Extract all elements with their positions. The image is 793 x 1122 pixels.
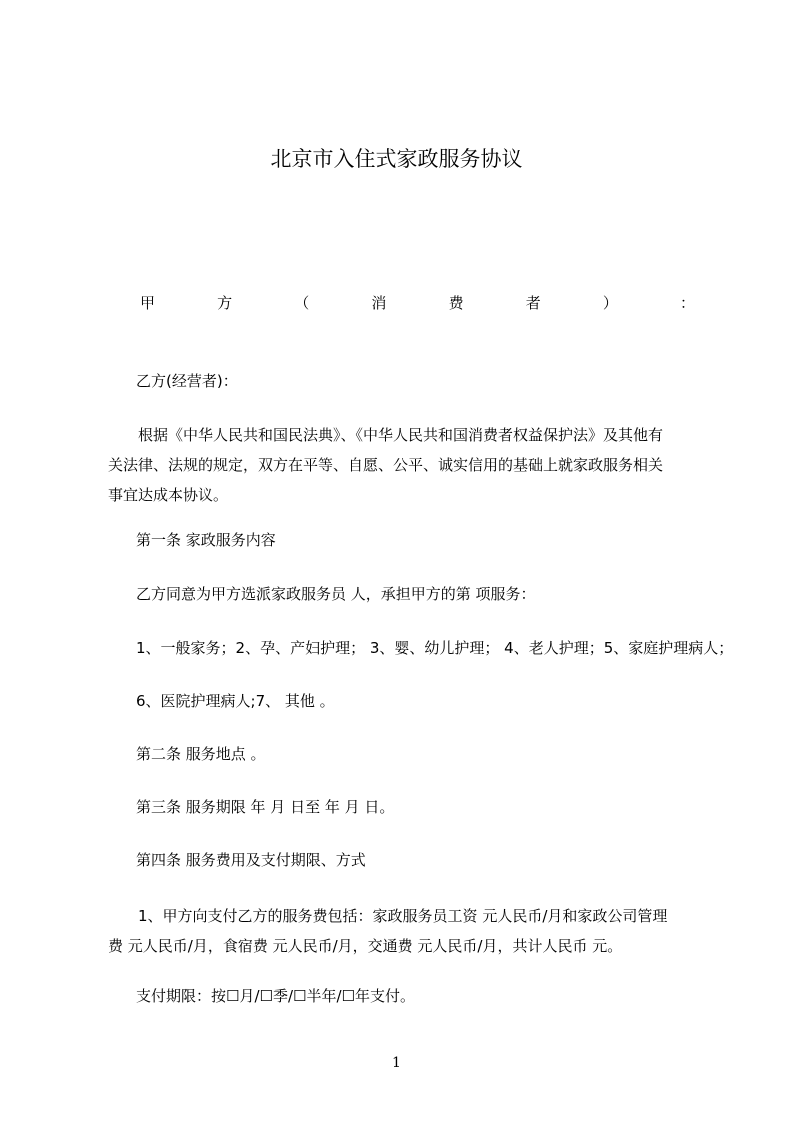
article-1-title: 第一条 家政服务内容 [136,531,276,549]
article-4-item-1 [108,901,667,961]
party-a-char: ） [602,294,618,312]
preamble-line: 根据《中华人民共和国民法典》、《中华人民共和国消费者权益保护法》及其他有 [138,426,664,444]
article-4-item-1-line: 1、甲方向支付乙方的服务费包括：家政服务员工资 元人民币/月和家政公司管理 [138,907,668,925]
article-4-item-1-line: 费 元人民币/月，食宿费 元人民币/月，交通费 元人民币/月，共计人民币 元。 [108,937,623,955]
party-a-char: （ [294,294,310,312]
preamble-line: 事宜达成本协议。 [108,486,229,504]
party-a-char: 者 [525,294,541,312]
party-b-line: 乙方(经营者)： [136,372,238,390]
party-a-line [140,289,695,317]
service-list-line-1: 1、一般家务；2、孕、产妇护理； 3、婴、幼儿护理； 4、老人护理；5、家庭护理病人； [136,639,734,657]
document-title: 北京市入住式家政服务协议 [270,147,523,171]
article-1-text: 乙方同意为甲方选派家政服务员 人，承担甲方的第 项服务： [136,585,536,603]
page-number: 1 [392,1055,401,1071]
article-2: 第二条 服务地点 。 [136,745,266,763]
service-list-line-2: 6、医院护理病人;7、 其他 。 [136,692,335,710]
party-a-char: 方 [217,294,233,312]
party-a-char: 甲 [140,294,156,312]
party-a-char: ： [679,294,695,312]
article-4-title: 第四条 服务费用及支付期限、方式 [136,851,366,869]
payment-terms: 支付期限：按☐月/☐季/☐半年/☐年支付。 [136,987,415,1005]
preamble-line: 关法律、法规的规定，双方在平等、自愿、公平、诚实信用的基础上就家政服务相关 [108,456,664,474]
preamble-paragraph [108,420,663,510]
party-a-char: 费 [448,294,464,312]
article-3: 第三条 服务期限 年 月 日至 年 月 日。 [136,798,395,816]
party-a-char: 消 [371,294,387,312]
